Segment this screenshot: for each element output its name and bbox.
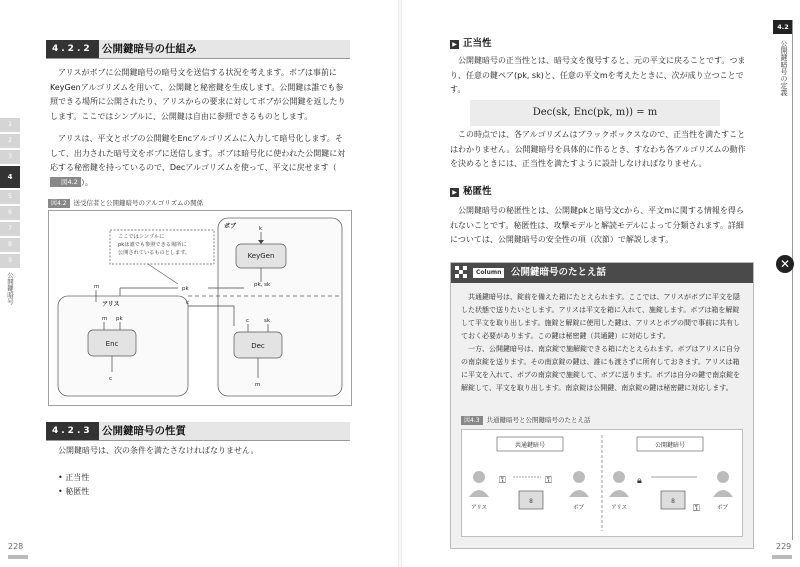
column-title: 公開鍵暗号のたとえ話	[511, 267, 607, 278]
side-index-8[interactable]: 8	[0, 238, 20, 252]
paragraph-3: 公開鍵暗号は、次の条件を満たさなければなりません。	[58, 446, 259, 455]
label-k: k	[259, 226, 263, 232]
section-heading-4-2-2	[46, 40, 350, 59]
section-title-2: 公開鍵暗号の性質	[102, 425, 186, 437]
page-number-right: 229	[776, 542, 792, 551]
chapter-tab[interactable]: 4.2	[773, 20, 793, 34]
side-index-4[interactable]: 4	[0, 166, 20, 188]
figure-caption-text: 送受信者と公開鍵暗号のアルゴリズムの関係	[73, 199, 204, 207]
label-sk-dec: sk	[264, 318, 271, 324]
column-header	[451, 263, 753, 283]
alice-label-left: アリス	[471, 505, 488, 511]
heading-secrecy	[450, 186, 492, 198]
heading-correctness-text: 正当性	[463, 38, 492, 49]
book-gutter	[398, 0, 402, 567]
enc-label: Enc	[105, 340, 119, 348]
heading-correctness	[450, 38, 492, 50]
paragraph-1: アリスがボブに公開鍵暗号の暗号文を送信する状況を考えます。ボブは事前にKeyGenアルゴリズムを用いて、公開鍵と秘密鍵を生成します。公開鍵は誰でも参照できる場所に公開されたり、アリスからの要求に対してボブが公開鍵を返したりします。ここではシンプルに、公開鍵は自由に参照できるものとします。	[50, 68, 346, 121]
column-paragraph-1: 共通鍵暗号は、錠前を備えた箱にたとえられます。ここでは、アリスがボブに平文を隠した状態で送りたいとします。アリスは平文を箱に入れて、施錠します。ボブは箱を解錠して平文を取り出します。施錠と解錠に使用した鍵は、アリスとボブの間で事前に共有しておく必要があります。この鍵は秘密鍵（共通鍵）に対応します。	[461, 293, 741, 340]
bullet-correctness: • 正当性	[58, 473, 90, 482]
column-figure-caption	[461, 415, 591, 425]
alice-head-right	[613, 471, 625, 483]
alice-head-left	[473, 471, 485, 483]
paragraph-2-text: アリスは、平文とボブの公開鍵をEncアルゴリズムに入力して暗号化します。そして、出力された暗号文をボブに送信します。ボブは暗号化に使われた公開鍵に対応する秘密鍵を持っているので、Decアルゴリズムを使って、平文に戻せます（	[50, 134, 346, 172]
side-index-9[interactable]: 9	[0, 254, 20, 268]
side-chapter-label: 公開鍵暗号	[6, 272, 14, 305]
analogy-diagram	[461, 429, 743, 537]
heading-secrecy-text: 秘匿性	[463, 186, 492, 197]
column-tag: Column	[473, 268, 504, 278]
page-bar-right	[772, 555, 792, 559]
key-icon-left: ⚿	[499, 476, 506, 486]
bullet-text-1: 正当性	[65, 473, 90, 482]
bullet-secrecy: • 秘匿性	[58, 487, 90, 496]
correctness-paragraph: 公開鍵暗号の正当性とは、暗号文を復号すると、元の平文に戻ることです。つまり、任意の鍵ペア(pk, sk)と、任意の平文mを考えたときに、次が成り立つことです。	[450, 56, 746, 94]
side-index-1[interactable]: 1	[0, 118, 20, 132]
page-number-left: 228	[8, 542, 24, 551]
secrecy-paragraph: 公開鍵暗号の秘匿性とは、公開鍵pkと暗号文cから、平文mに関する情報を得られないことです。秘匿性は、攻撃モデルと解読モデルによって分類されます。詳細については、公開鍵暗号の安全性の項（次節）で解説します。	[450, 206, 744, 244]
correctness-formula: Dec(sk, Enc(pk, m)) = m	[470, 100, 720, 126]
alice-label: アリス	[102, 301, 120, 308]
side-index-5[interactable]: 5	[0, 190, 20, 204]
label-pk-sk: pk, sk	[254, 282, 271, 288]
bullet-text-2: 秘匿性	[65, 487, 90, 496]
bob-head-right	[717, 471, 729, 483]
side-index-6[interactable]: 6	[0, 206, 20, 220]
note-line-2: pkは誰でも参照できる場所に	[118, 242, 187, 248]
heading-mark-icon-2: ▶	[450, 188, 459, 197]
correctness-paragraph-2: この時点では、各アルゴリズムはブラックボックスなので、正当性を満たすことはわかりません。公開鍵暗号を具体的に作るとき、すなわち各アルゴリズムの動作を決めるときには、正当性を満たすように設計しなければなりません。	[450, 130, 746, 168]
section-number-2: 4.2.3	[46, 422, 99, 440]
label-c-enc: c	[109, 376, 113, 382]
section-title: 公開鍵暗号の仕組み	[102, 43, 197, 55]
column-paragraph-2: 一方、公開鍵暗号は、南京錠で施解錠できる箱にたとえられます。ボブはアリスに自分の南京錠を送ります。その南京錠の鍵は、誰にも渡さずに所有しておきます。アリスは箱に平文を入れて、ボブの南京錠で施錠して、ボブに送ります。ボブは自分の鍵で南京錠を解錠して、平文を取り出します。南京錠は公開鍵、南京錠の鍵は秘密鍵に対応します。	[461, 345, 741, 392]
label-m-dec: m	[255, 382, 261, 388]
page-bar-left	[8, 555, 28, 559]
section-heading-4-2-3	[46, 422, 350, 441]
symmetric-label: 共通鍵暗号	[514, 442, 546, 449]
close-mark-icon: ✕	[776, 255, 794, 273]
figure-caption	[48, 198, 203, 208]
bob-head-left	[573, 471, 585, 483]
chapter-edge-line	[792, 20, 793, 540]
label-m-top: m	[94, 284, 100, 290]
paragraph-2	[50, 132, 348, 190]
column-figure-tag: 図4.3	[461, 416, 483, 425]
bob-label: ボブ	[224, 223, 237, 230]
label-pk-top: pk	[182, 286, 189, 292]
public-label: 公開鍵暗号	[654, 442, 686, 449]
column-box	[450, 262, 754, 549]
bob-label-left: ボブ	[573, 505, 585, 511]
side-index-3[interactable]: 3	[0, 150, 20, 164]
bob-label-right: ボブ	[717, 505, 729, 511]
key-icon-left-2: ⚿	[545, 476, 552, 486]
paragraph-2-end: ）。	[80, 177, 93, 187]
figure-tag: 図4.2	[48, 199, 70, 208]
chapter-vertical-label: 公開鍵暗号の定義	[780, 40, 788, 96]
label-pk-enc: pk	[116, 316, 123, 322]
padlock-icon: 🔒︎	[637, 476, 642, 486]
box-mark-right: 8	[671, 498, 675, 505]
note-line-3: 公開されているものとします。	[118, 250, 191, 256]
label-c-send: c	[186, 300, 190, 306]
label-c-dec: c	[246, 318, 250, 324]
keygen-label: KeyGen	[247, 252, 275, 260]
box-mark-left: 8	[529, 498, 533, 505]
dec-label: Dec	[251, 342, 265, 350]
section-number: 4.2.2	[46, 40, 99, 58]
side-index-7[interactable]: 7	[0, 222, 20, 236]
figure-ref-chip[interactable]: 図4.2	[50, 177, 81, 187]
alice-label-right: アリス	[611, 505, 628, 511]
algorithm-diagram	[48, 210, 352, 406]
column-figure-caption-text: 共通鍵暗号と公開鍵暗号のたとえ話	[486, 416, 591, 424]
note-line-1: ここではシンプルに	[118, 234, 165, 240]
heading-mark-icon: ▶	[450, 40, 459, 49]
key-icon-right: ⚿	[693, 504, 700, 514]
side-index-2[interactable]: 2	[0, 134, 20, 148]
label-m-enc: m	[102, 316, 108, 322]
checker-icon	[455, 266, 469, 280]
